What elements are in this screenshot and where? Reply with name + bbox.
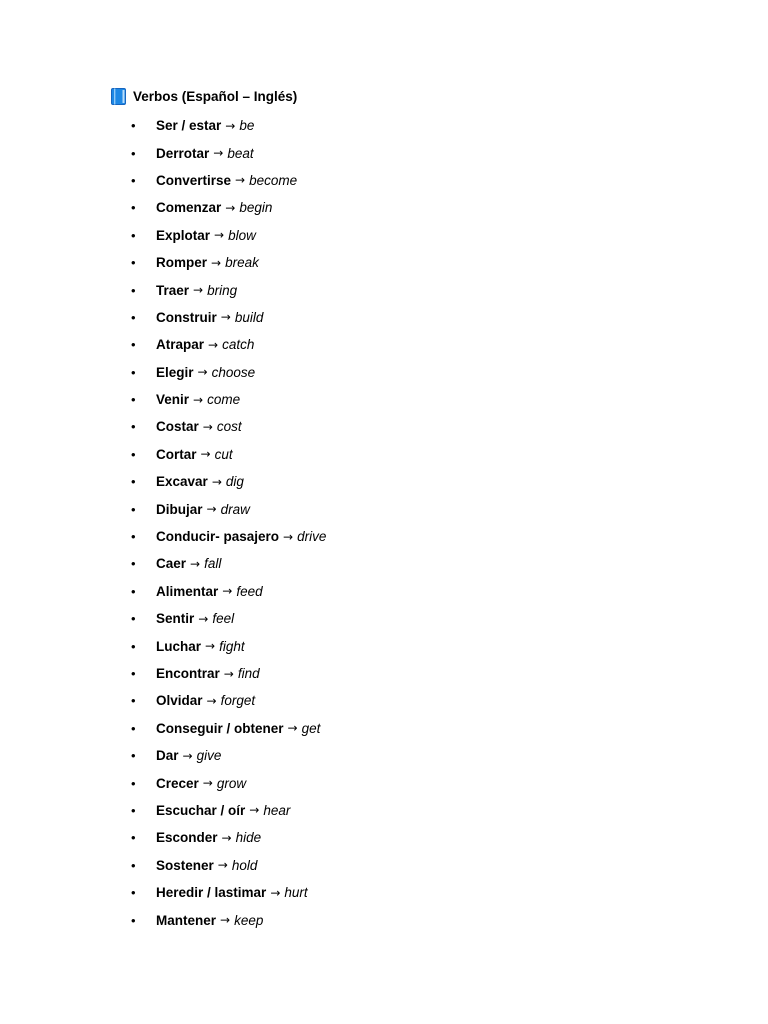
spanish-verb: Heredir / lastimar [156, 885, 267, 901]
arrow-icon: → [221, 830, 232, 845]
list-item [130, 359, 326, 386]
spanish-verb: Esconder [156, 830, 218, 846]
bullet-icon: • [131, 309, 136, 325]
arrow-icon: → [190, 556, 201, 571]
spanish-verb: Convertirse [156, 172, 232, 188]
bullet-icon: • [131, 885, 136, 901]
list-item [130, 550, 326, 577]
list-item [130, 632, 326, 659]
bullet-icon: • [131, 337, 136, 353]
english-verb: draw [220, 501, 250, 517]
spanish-verb: Escuchar / oír [156, 802, 246, 818]
list-item [130, 605, 326, 632]
list-item [130, 441, 326, 468]
list-item [130, 715, 326, 742]
spanish-verb: Ser / estar [156, 118, 222, 134]
bullet-icon: • [131, 474, 136, 490]
list-item [130, 167, 326, 194]
english-verb: fight [219, 638, 245, 654]
arrow-icon: → [182, 748, 193, 763]
english-verb: forget [220, 693, 256, 709]
english-verb: become [249, 172, 298, 188]
arrow-icon: → [197, 365, 208, 380]
arrow-icon: → [202, 419, 213, 434]
spanish-verb: Crecer [156, 775, 199, 791]
list-item [130, 386, 326, 413]
arrow-icon: → [283, 529, 294, 544]
list-item [130, 742, 326, 769]
bullet-icon: • [131, 392, 136, 408]
arrow-icon: → [213, 146, 224, 161]
arrow-icon: → [206, 502, 217, 517]
arrow-icon: → [225, 200, 236, 215]
english-verb: hold [231, 857, 258, 873]
list-item [130, 797, 326, 824]
list-item [130, 194, 326, 221]
english-verb: blow [228, 227, 256, 243]
bullet-icon: • [131, 145, 136, 161]
bullet-icon: • [131, 419, 136, 435]
spanish-verb: Encontrar [156, 666, 220, 681]
arrow-icon: → [214, 228, 225, 243]
english-verb: get [301, 720, 321, 736]
english-verb: choose [211, 364, 256, 380]
bullet-icon: • [131, 830, 136, 846]
english-verb: begin [239, 200, 273, 216]
list-item [130, 139, 326, 166]
list-item [130, 413, 326, 440]
bullet-icon: • [131, 529, 136, 545]
english-verb: keep [234, 912, 264, 928]
arrow-icon: → [206, 693, 217, 708]
list-item [130, 222, 326, 249]
arrow-icon: → [208, 337, 219, 352]
spanish-verb: Atrapar [156, 337, 205, 353]
spanish-verb: Mantener [156, 912, 217, 928]
bullet-icon: • [131, 282, 136, 298]
english-verb: drive [297, 529, 327, 545]
english-verb: grow [216, 775, 247, 791]
arrow-icon: → [205, 639, 216, 654]
list-item [130, 879, 326, 906]
section-title: Verbos (Español – Inglés) [133, 88, 298, 104]
bullet-icon: • [131, 200, 136, 216]
verb-list [130, 112, 326, 934]
list-item [130, 906, 326, 933]
arrow-icon: → [193, 283, 204, 298]
arrow-icon: → [222, 584, 233, 599]
arrow-icon: → [200, 447, 211, 462]
english-verb: hear [263, 802, 291, 818]
spanish-verb: Elegir [156, 364, 194, 380]
english-verb: beat [227, 145, 254, 161]
english-verb: hurt [284, 885, 308, 901]
list-item [130, 468, 326, 495]
english-verb: break [225, 255, 259, 271]
english-verb: find [237, 666, 260, 681]
list-item [130, 578, 326, 605]
arrow-icon: → [287, 721, 298, 736]
list-item [130, 769, 326, 796]
bullet-icon: • [131, 556, 136, 572]
bullet-icon: • [131, 227, 136, 243]
english-verb: be [239, 118, 255, 134]
list-item [130, 304, 326, 331]
bullet-icon: • [131, 748, 136, 764]
spanish-verb: Venir [156, 392, 190, 408]
bullet-icon: • [131, 666, 136, 681]
list-item [130, 660, 326, 687]
english-verb: cut [214, 446, 233, 462]
bullet-icon: • [131, 255, 136, 271]
arrow-icon: → [193, 392, 204, 407]
english-verb: build [234, 309, 264, 325]
english-verb: come [207, 392, 241, 408]
list-item [130, 331, 326, 358]
bullet-icon: • [131, 446, 136, 462]
spanish-verb: Costar [156, 419, 199, 435]
spanish-verb: Dibujar [156, 501, 203, 517]
bullet-icon: • [131, 118, 136, 134]
bullet-icon: • [131, 172, 136, 188]
bullet-icon: • [131, 857, 136, 873]
bullet-icon: • [131, 364, 136, 380]
spanish-verb: Cortar [156, 446, 197, 462]
arrow-icon: → [225, 118, 236, 133]
section-heading [111, 86, 297, 106]
list-item [130, 687, 326, 714]
list-item [130, 523, 326, 550]
arrow-icon: → [249, 803, 260, 818]
list-item [130, 249, 326, 276]
book-icon [111, 88, 126, 105]
list-item [130, 112, 326, 139]
english-verb: catch [222, 337, 255, 353]
english-verb: feel [212, 611, 235, 627]
bullet-icon: • [131, 775, 136, 791]
bullet-icon: • [131, 802, 136, 818]
spanish-verb: Sostener [156, 857, 214, 873]
arrow-icon: → [270, 885, 281, 900]
english-verb: feed [236, 583, 263, 599]
list-item [130, 824, 326, 851]
spanish-verb: Caer [156, 556, 187, 572]
spanish-verb: Excavar [156, 474, 208, 490]
arrow-icon: → [211, 474, 222, 489]
bullet-icon: • [131, 501, 136, 517]
bullet-icon: • [131, 912, 136, 928]
bullet-icon: • [131, 611, 136, 627]
spanish-verb: Dar [156, 748, 179, 764]
bullet-icon: • [131, 638, 136, 654]
bullet-icon: • [131, 693, 136, 709]
list-item [130, 276, 326, 303]
english-verb: hide [235, 830, 262, 846]
spanish-verb: Alimentar [156, 583, 219, 599]
bullet-icon: • [131, 583, 136, 599]
english-verb: bring [207, 282, 238, 298]
arrow-icon: → [223, 666, 234, 681]
english-verb: give [196, 748, 222, 764]
arrow-icon: → [220, 310, 231, 325]
arrow-icon: → [217, 858, 228, 873]
spanish-verb: Comenzar [156, 200, 222, 216]
spanish-verb: Sentir [156, 611, 195, 627]
spanish-verb: Derrotar [156, 145, 210, 161]
spanish-verb: Conducir- pasajero [156, 529, 280, 545]
spanish-verb: Construir [156, 309, 217, 325]
arrow-icon: → [235, 173, 246, 188]
spanish-verb: Conseguir / obtener [156, 720, 284, 736]
english-verb: cost [216, 419, 242, 435]
spanish-verb: Luchar [156, 638, 202, 654]
spanish-verb: Romper [156, 255, 208, 271]
list-item [130, 852, 326, 879]
bullet-icon: • [131, 720, 136, 736]
spanish-verb: Traer [156, 282, 190, 298]
arrow-icon: → [211, 255, 222, 270]
spanish-verb: Olvidar [156, 693, 203, 709]
list-item [130, 495, 326, 522]
english-verb: dig [225, 474, 244, 490]
arrow-icon: → [198, 611, 209, 626]
english-verb: fall [204, 556, 222, 572]
spanish-verb: Explotar [156, 227, 211, 243]
arrow-icon: → [202, 776, 213, 791]
arrow-icon: → [220, 913, 231, 928]
